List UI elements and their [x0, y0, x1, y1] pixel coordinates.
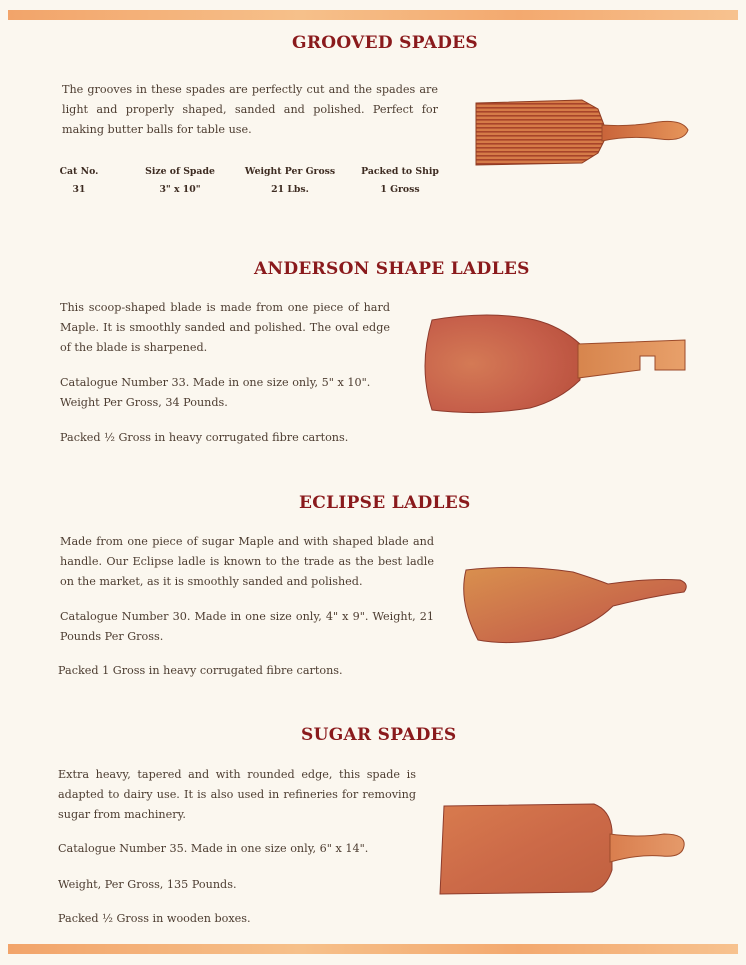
grooved-spades-heading: GROOVED SPADES [292, 33, 478, 53]
anderson-ladles-heading: ANDERSON SHAPE LADLES [254, 259, 530, 279]
anderson-ladles-description: This scoop-shaped blade is made from one piece of hard Maple. It is smoothly sanded and polished. The oval edge of the blade is sharpened. [60, 301, 390, 354]
table-header-weight: Weight Per Gross [244, 166, 336, 177]
bottom-border [8, 944, 738, 954]
eclipse-ladles-heading: ECLIPSE LADLES [299, 493, 471, 513]
anderson-ladles-catalogue: Catalogue Number 33. Made in one size only, 5" x 10". Weight Per Gross, 34 Pounds. [60, 376, 371, 409]
eclipse-ladles-catalogue: Catalogue Number 30. Made in one size only, 4" x 9". Weight, 21 Pounds Per Gross. [60, 610, 434, 643]
anderson-ladles-packed: Packed ½ Gross in heavy corrugated fibre cartons. [60, 431, 349, 444]
table-cell-weight: 21 Lbs. [271, 184, 309, 195]
sugar-spade-illustration [434, 800, 694, 900]
table-header-packed: Packed to Ship [361, 166, 439, 177]
grooved-spades-table [52, 163, 452, 203]
table-cell-size: 3" x 10" [159, 184, 201, 195]
eclipse-ladles-description: Made from one piece of sugar Maple and with shaped blade and handle. Our Eclipse ladle is known to the trade as the best ladle on the market, as it is smoothly sanded and polished. [60, 535, 434, 588]
top-border [8, 10, 738, 20]
sugar-spades-catalogue: Catalogue Number 35. Made in one size only, 6" x 14". [58, 842, 369, 855]
sugar-spades-packed: Packed ½ Gross in wooden boxes. [58, 912, 251, 925]
sugar-spades-weight: Weight, Per Gross, 135 Pounds. [58, 878, 237, 891]
table-cell-cat-no: 31 [72, 184, 86, 195]
anderson-ladle-illustration [420, 312, 695, 417]
grooved-spades-description: The grooves in these spades are perfectly cut and the spades are light and properly shaped, sanded and polished. Perfect for making butter balls for table use. [62, 83, 438, 136]
sugar-spades-heading: SUGAR SPADES [301, 725, 457, 745]
sugar-spades-description: Extra heavy, tapered and with rounded edge, this spade is adapted to dairy use. It is also used in refineries for removing sugar from machinery. [58, 768, 416, 821]
grooved-spade-illustration [470, 95, 695, 170]
eclipse-ladle-illustration [458, 562, 693, 646]
table-header-size: Size of Spade [145, 166, 215, 177]
eclipse-ladles-packed: Packed 1 Gross in heavy corrugated fibre cartons. [58, 664, 343, 677]
table-cell-packed: 1 Gross [380, 184, 420, 195]
table-header-cat-no: Cat No. [59, 166, 99, 177]
